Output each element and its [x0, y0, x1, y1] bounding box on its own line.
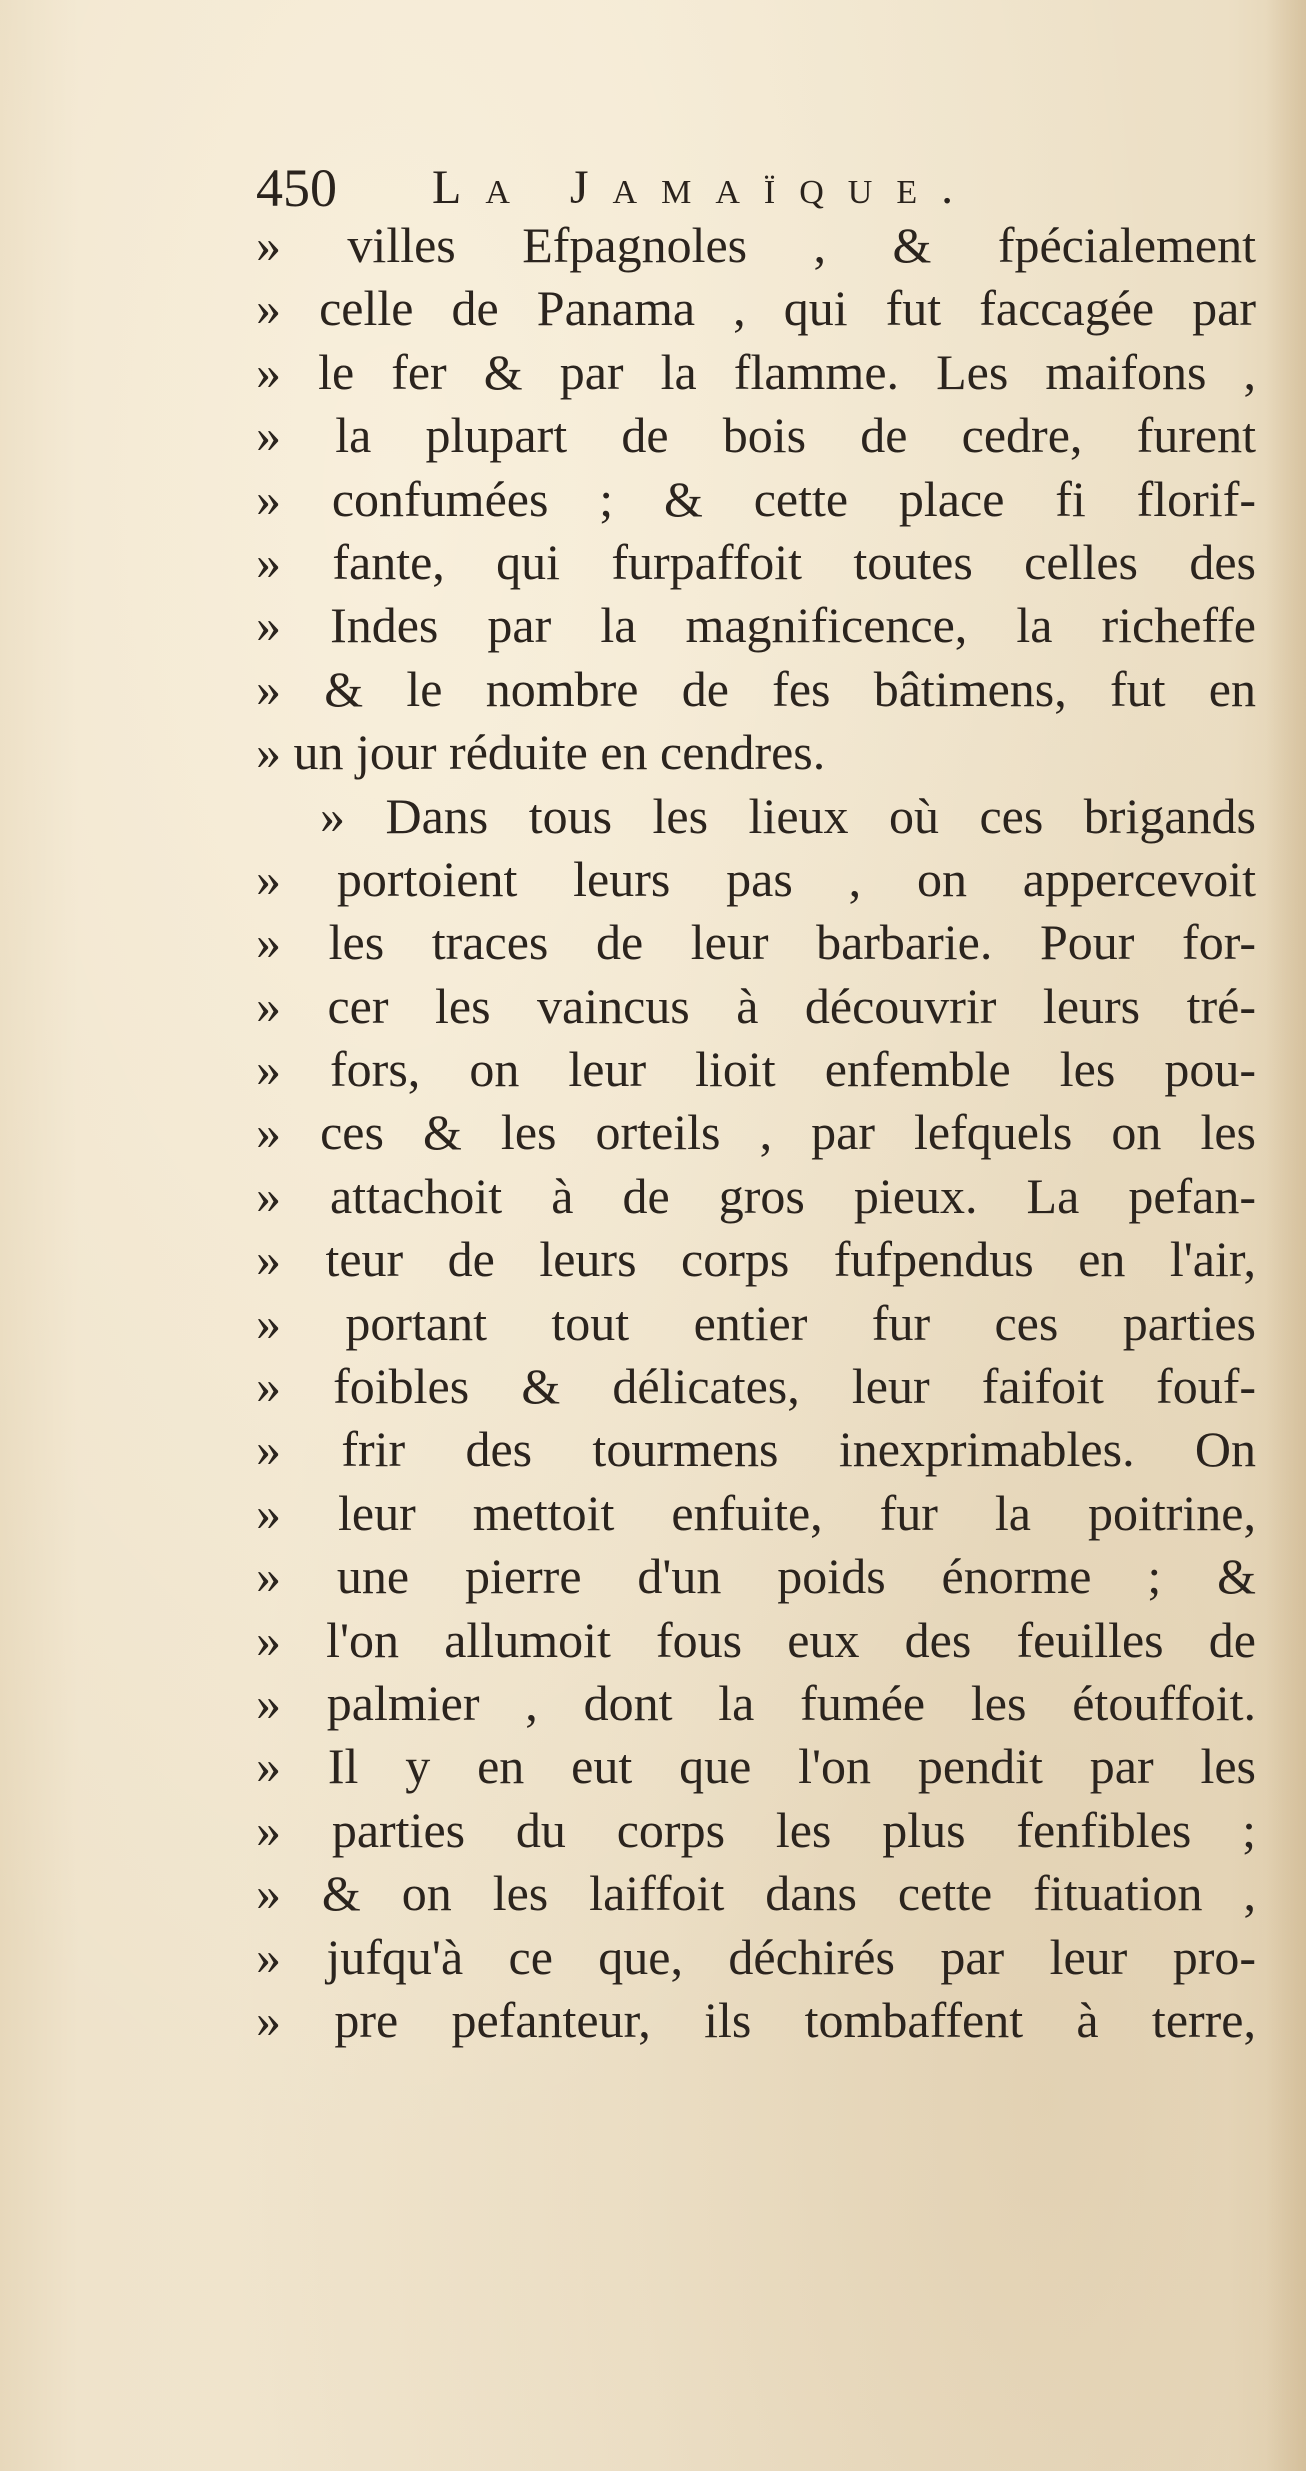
text-line: » l'on allumoit fous eux des feuilles de: [256, 1611, 1256, 1668]
text-line: » les traces de leur barbarie. Pour for-: [256, 914, 1256, 971]
text-line: » villes Efpagnoles , & fpécialement: [256, 217, 1256, 273]
text-line: » un jour réduite en cendres.: [256, 724, 826, 781]
text-line: » & le nombre de fes bâtimens, fut en: [256, 660, 1256, 717]
text-line: » le fer & par la flamme. Les maifons ,: [256, 343, 1256, 400]
text-line: » ces & les orteils , par lefquels on les: [256, 1104, 1256, 1161]
text-line: » leur mettoit enfuite, fur la poitrine,: [256, 1484, 1256, 1541]
running-title: La Jamaïque.: [432, 161, 978, 214]
text-line: » parties du corps les plus fenfibles ;: [256, 1801, 1256, 1858]
text-line: » pre pefanteur, ils tombaffent à terre,: [256, 1991, 1256, 2048]
page-number: 450: [256, 158, 337, 218]
text-line: » la plupart de bois de cedre, furent: [256, 407, 1256, 464]
text-line: » Indes par la magnificence, la richeffe: [256, 597, 1256, 654]
text-line: » Dans tous les lieux où ces brigands: [320, 787, 1256, 844]
text-line: » teur de leurs corps fufpendus en l'air,: [256, 1231, 1256, 1288]
text-line: » jufqu'à ce que, déchirés par leur pro-: [256, 1928, 1256, 1985]
body-text: [256, 214, 1256, 2052]
text-line: » palmier , dont la fumée les étouffoit.: [256, 1674, 1256, 1731]
text-line: » confumées ; & cette place fi florif-: [256, 470, 1256, 527]
text-line: » attachoit à de gros pieux. La pefan-: [256, 1167, 1256, 1224]
text-line: » fante, qui furpaffoit toutes celles des: [256, 533, 1256, 590]
text-line: » une pierre d'un poids énorme ; &: [256, 1548, 1256, 1605]
text-line: » Il y en eut que l'on pendit par les: [256, 1738, 1256, 1795]
text-line: » fors, on leur lioit enfemble les pou-: [256, 1041, 1256, 1098]
text-line: » cer les vaincus à découvrir leurs tré-: [256, 977, 1256, 1034]
text-line: » portant tout entier fur ces parties: [256, 1294, 1256, 1351]
text-line: » & on les laiffoit dans cette fituation ,: [256, 1865, 1256, 1922]
text-line: » foibles & délicates, leur faifoit fouf-: [256, 1358, 1256, 1415]
text-line: » frir des tourmens inexprimables. On: [256, 1421, 1256, 1478]
text-line: » celle de Panama , qui fut faccagée par: [256, 280, 1256, 337]
text-line: » portoient leurs pas , on appercevoit: [256, 850, 1256, 907]
page-edge-shading: [1266, 0, 1306, 2471]
